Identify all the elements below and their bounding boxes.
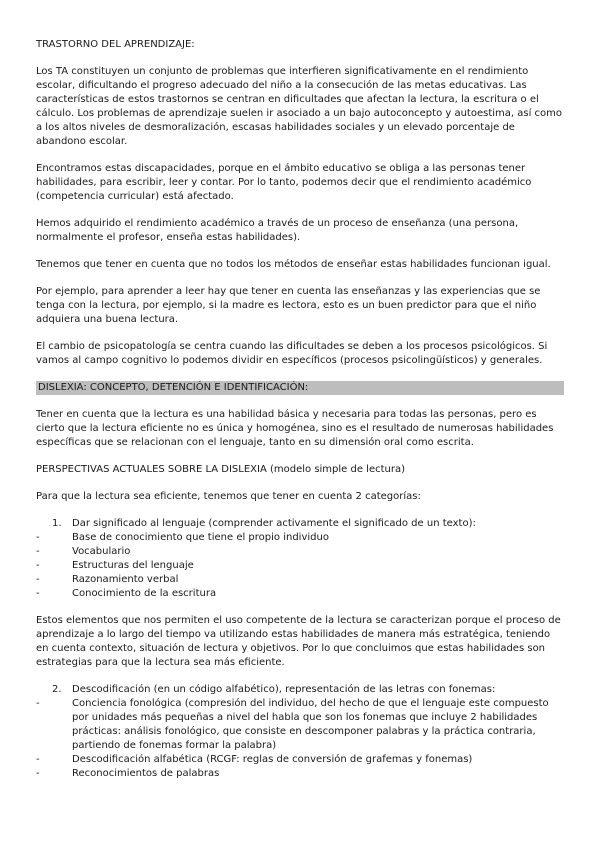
bullet-dash: - [36,546,40,557]
numbered-item-2 [52,683,564,697]
bullet-dash: - [36,588,40,599]
section-heading-dislexia: DISLEXIA: CONCEPTO, DETENCIÓN E IDENTIFICACIÓN: [36,381,564,395]
document-page [36,38,564,781]
paragraph-discapacidades: Encontramos estas discapacidades, porque en el ámbito educativo se obliga a las personas tener habilidades, para escribir, leer y contar. Por lo tanto, podemos decir que el rendimiento académico (competencia curricular) está afectado. [36,163,532,202]
list-item [36,531,564,545]
list-item-text: Descodificación alfabética (RCGF: reglas de conversión de grafemas y fonemas) [72,754,473,765]
list-item [36,545,564,559]
list-item [36,767,564,781]
item-text: Descodificación (en un código alfabético), representación de las letras con fonemas: [72,684,496,695]
paragraph-psicopatologia: El cambio de psicopatología se centra cuando las dificultades se deben a los procesos psicológicos. Si vamos al campo cognitivo lo podemos dividir en específicos (procesos psicolingüísticos) y generales. [36,341,548,366]
paragraph-metodos: Tenemos que tener en cuenta que no todos los métodos de enseñar estas habilidades funcionan igual. [36,259,551,270]
list-item [36,559,564,573]
list-item [36,753,564,767]
list-item [36,697,564,753]
paragraph-categorias: Para que la lectura sea eficiente, tenemos que tener en cuenta 2 categorías: [36,491,421,502]
bullet-dash: - [36,560,40,571]
list-item-text: Razonamiento verbal [72,574,179,585]
list-item-text: Estructuras del lenguaje [72,560,194,571]
bullet-dash: - [36,754,40,765]
list-item-text: Base de conocimiento que tiene el propio individuo [72,532,329,543]
paragraph-dislexia: Tener en cuenta que la lectura es una habilidad básica y necesaria para todas las personas, pero es cierto que la lectura eficiente no es única y homogénea, sino es el resultado de numerosas habilidades específicas que se relacionan con el lenguaje, tanto en su dimensión oral como escrita. [36,409,554,448]
item-text: Dar significado al lenguaje (comprender activamente el significado de un texto): [72,518,476,529]
document-title: TRASTORNO DEL APRENDIZAJE: [36,39,195,50]
item-number: 2. [52,684,62,695]
bullet-dash: - [36,532,40,543]
numbered-item-1 [52,517,564,531]
paragraph-ejemplo: Por ejemplo, para aprender a leer hay que tener en cuenta las enseñanzas y las experiencias que se tenga con la lectura, por ejemplo, si la madre es lectora, esto es un buen predictor para que el niño adquiera una buena lectura. [36,286,541,325]
bullet-dash: - [36,574,40,585]
paragraph-ta-definition: Los TA constituyen un conjunto de problemas que interfieren significativamente en el rendimiento escolar, dificultando el progreso adecuado del niño a la consecución de las metas educativas. Las características de estos trastornos se centran en dificultades que afectan la lectura, la escritura o el cálculo. Los problemas de aprendizaje suelen ir asociado a un bajo autoconcepto y autoestima, así como a los altos niveles de desmoralización, escasas habilidades sociales y un elevado porcentaje de abandono escolar. [36,66,563,147]
paragraph-rendimiento: Hemos adquirido el rendimiento académico a través de un proceso de enseñanza (una persona, normalmente el profesor, enseña estas habilidades). [36,218,519,243]
item-number: 1. [52,518,62,529]
list-item-text: Conocimiento de la escritura [72,588,217,599]
bullet-dash: - [36,768,40,779]
list-item-text: Vocabulario [72,546,131,557]
bullet-dash: - [36,698,40,709]
subheading-perspectivas: PERSPECTIVAS ACTUALES SOBRE LA DISLEXIA (modelo simple de lectura) [36,464,406,475]
list-item [36,587,564,601]
list-item-text: Conciencia fonológica (compresión del individuo, del hecho de que el lenguaje este compuesto por unidades más pequeñas a nivel del habla que son los fonemas que incluye 2 habilidades prácticas: análisis fonológico, que consiste en descomponer palabras y la práctica contraria, partiendo de fonemas formar la palabra) [72,698,549,751]
list-item [36,573,564,587]
paragraph-elementos: Estos elementos que nos permiten el uso competente de la lectura se caracterizan porque el proceso de aprendizaje a lo largo del tiempo va utilizando estas habilidades de manera más estratégica, teniendo en cuenta contexto, situación de lectura y objetivos. Por lo que concluimos que estas habilidades son estrategias para que la lectura sea más eficiente. [36,615,561,668]
list-item-text: Reconocimientos de palabras [72,768,220,779]
